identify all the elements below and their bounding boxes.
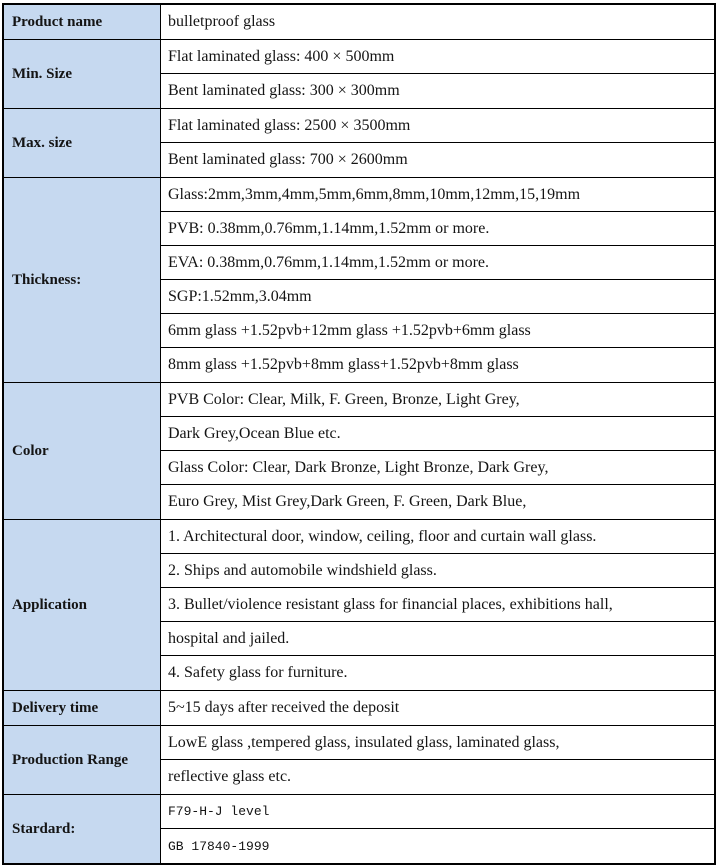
value-cell: PVB Color: Clear, Milk, F. Green, Bronze, Light Grey, (161, 383, 714, 417)
value-cell: LowE glass ,tempered glass, insulated glass, laminated glass, (161, 726, 714, 760)
value-cell: Dark Grey,Ocean Blue etc. (161, 417, 714, 451)
value-cell: 3. Bullet/violence resistant glass for financial places, exhibitions hall, (161, 588, 714, 622)
row-label-product-name: Product name (4, 5, 161, 39)
value-cell: Euro Grey, Mist Grey,Dark Green, F. Green, Dark Blue, (168, 493, 527, 510)
row-values (161, 383, 714, 519)
row-label-max-size: Max. size (4, 109, 161, 177)
row-values (161, 726, 714, 794)
row-thickness (4, 178, 714, 383)
row-values (161, 795, 714, 863)
row-values (161, 691, 714, 725)
row-label-color: Color (4, 383, 161, 519)
value-cell: Glass Color: Clear, Dark Bronze, Light Bronze, Dark Grey, (161, 451, 714, 485)
value-cell: EVA: 0.38mm,0.76mm,1.14mm,1.52mm or more. (161, 246, 714, 280)
row-label-application: Application (4, 520, 161, 690)
value-cell: SGP:1.52mm,3.04mm (161, 280, 714, 314)
row-values (161, 520, 714, 690)
value-cell: Bent laminated glass: 300 × 300mm (168, 82, 400, 99)
row-color (4, 383, 714, 520)
value-cell: GB 17840-1999 (168, 838, 270, 854)
value-cell: F79-H-J level (161, 795, 714, 829)
row-label-standard: Stardard: (4, 795, 161, 863)
value-cell: 4. Safety glass for furniture. (168, 664, 348, 681)
value-cell: hospital and jailed. (161, 622, 714, 656)
value-cell: 5~15 days after received the deposit (168, 699, 400, 716)
row-min-size (4, 40, 714, 109)
value-cell: Flat laminated glass: 400 × 500mm (161, 40, 714, 74)
row-max-size (4, 109, 714, 178)
row-label-production-range: Production Range (4, 726, 161, 794)
row-label-thickness: Thickness: (4, 178, 161, 382)
row-product-name (4, 5, 714, 40)
value-cell: reflective glass etc. (168, 768, 292, 785)
product-spec-table (2, 3, 716, 865)
value-cell: Bent laminated glass: 700 × 2600mm (168, 151, 408, 168)
value-cell: 8mm glass +1.52pvb+8mm glass+1.52pvb+8mm glass (168, 356, 519, 373)
value-cell: 2. Ships and automobile windshield glass. (161, 554, 714, 588)
row-standard (4, 795, 714, 863)
value-cell: Glass:2mm,3mm,4mm,5mm,6mm,8mm,10mm,12mm,15,19mm (161, 178, 714, 212)
row-delivery-time (4, 691, 714, 726)
value-cell: PVB: 0.38mm,0.76mm,1.14mm,1.52mm or more. (161, 212, 714, 246)
value-cell: 1. Architectural door, window, ceiling, floor and curtain wall glass. (161, 520, 714, 554)
row-production-range (4, 726, 714, 795)
value-cell: bulletproof glass (168, 13, 276, 30)
row-values (161, 178, 714, 382)
row-label-delivery-time: Delivery time (4, 691, 161, 725)
value-cell: 6mm glass +1.52pvb+12mm glass +1.52pvb+6mm glass (161, 314, 714, 348)
row-application (4, 520, 714, 691)
row-values (161, 5, 714, 39)
row-values (161, 109, 714, 177)
value-cell: Flat laminated glass: 2500 × 3500mm (161, 109, 714, 143)
row-label-min-size: Min. Size (4, 40, 161, 108)
row-values (161, 40, 714, 108)
